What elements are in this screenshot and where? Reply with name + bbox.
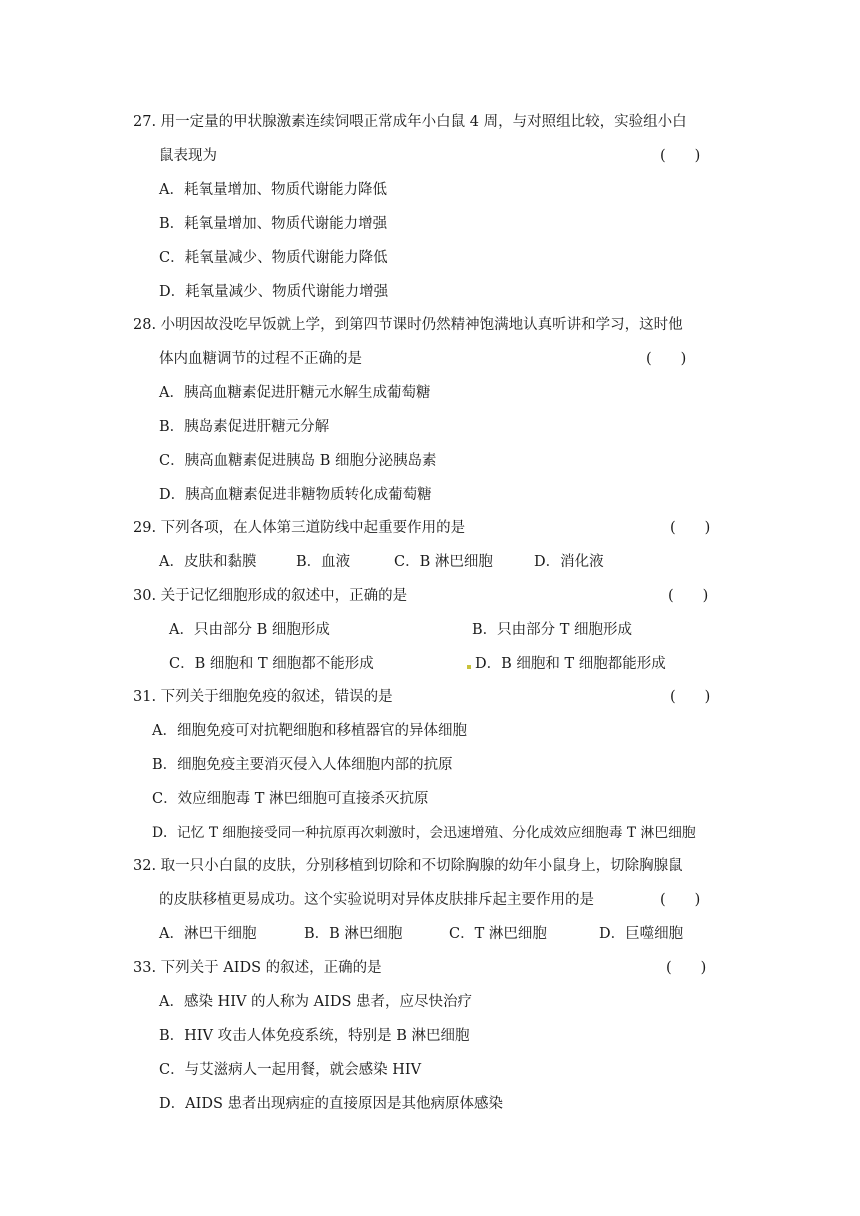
q33-option-a: A．感染 HIV 的人称为 AIDS 患者，应尽快治疗 [159, 994, 473, 1010]
q33-answer-bracket: ( ) [666, 960, 707, 976]
q32-option-a: A．淋巴干细胞 [159, 926, 257, 942]
highlight-dot [467, 665, 471, 669]
q31-option-c: C．效应细胞毒 T 淋巴细胞可直接杀灭抗原 [152, 791, 429, 807]
q27-option-a: A．耗氧量增加、物质代谢能力降低 [159, 182, 387, 198]
q31-answer-bracket: ( ) [670, 689, 711, 705]
q31-option-a: A．细胞免疫可对抗靶细胞和移植器官的异体细胞 [152, 723, 467, 739]
q28-stem-line2: 体内血糖调节的过程不正确的是 [159, 351, 362, 367]
q28-option-a: A．胰高血糖素促进肝糖元水解生成葡萄糖 [159, 385, 431, 401]
q32-answer-bracket: ( ) [660, 892, 701, 908]
q33-option-c: C．与艾滋病人一起用餐，就会感染 HIV [159, 1062, 422, 1078]
q27-answer-bracket: ( ) [660, 148, 701, 164]
q29-option-a: A．皮肤和黏膜 [159, 554, 257, 570]
q31-option-d: D．记忆 T 细胞接受同一种抗原再次刺激时，会迅速增殖、分化成效应细胞毒 T 淋巴细胞 [152, 825, 696, 841]
q30-option-b: B．只由部分 T 细胞形成 [472, 622, 633, 638]
q33-option-d: D．AIDS 患者出现病症的直接原因是其他病原体感染 [159, 1096, 503, 1112]
q30-stem: 30. 关于记忆细胞形成的叙述中，正确的是 [133, 588, 408, 604]
q29-option-d: D．消化液 [534, 554, 604, 570]
q31-stem: 31. 下列关于细胞免疫的叙述，错误的是 [133, 689, 393, 705]
q28-answer-bracket: ( ) [646, 351, 687, 367]
q27-stem-line2: 鼠表现为 [159, 148, 217, 164]
q28-option-c: C．胰高血糖素促进胰岛 B 细胞分泌胰岛素 [159, 453, 437, 469]
q32-stem-line2: 的皮肤移植更易成功。这个实验说明对异体皮肤排斥起主要作用的是 [159, 892, 594, 908]
q33-stem: 33. 下列关于 AIDS 的叙述，正确的是 [133, 960, 382, 976]
q28-stem-line1: 28. 小明因故没吃早饭就上学，到第四节课时仍然精神饱满地认真听讲和学习，这时他 [133, 317, 683, 333]
q32-option-b: B．B 淋巴细胞 [304, 926, 403, 942]
q28-option-b: B．胰岛素促进肝糖元分解 [159, 419, 330, 435]
q30-answer-bracket: ( ) [668, 588, 709, 604]
q31-option-b: B．细胞免疫主要消灭侵入人体细胞内部的抗原 [152, 757, 453, 773]
q30-option-a: A．只由部分 B 细胞形成 [169, 622, 330, 638]
q30-option-d: D．B 细胞和 T 细胞都能形成 [475, 656, 666, 672]
q29-answer-bracket: ( ) [670, 520, 711, 536]
q29-stem: 29. 下列各项，在人体第三道防线中起重要作用的是 [133, 520, 466, 536]
q27-stem-line1: 27. 用一定量的甲状腺激素连续饲喂正常成年小白鼠 4 周，与对照组比较，实验组小白 [133, 114, 687, 130]
q30-option-c: C．B 细胞和 T 细胞都不能形成 [169, 656, 374, 672]
q29-option-b: B．血液 [296, 554, 351, 570]
q29-option-c: C．B 淋巴细胞 [394, 554, 493, 570]
q27-option-c: C．耗氧量减少、物质代谢能力降低 [159, 250, 388, 266]
q28-option-d: D．胰高血糖素促进非糖物质转化成葡萄糖 [159, 487, 432, 503]
q33-option-b: B．HIV 攻击人体免疫系统，特别是 B 淋巴细胞 [159, 1028, 470, 1044]
q27-option-d: D．耗氧量减少、物质代谢能力增强 [159, 284, 389, 300]
q32-stem-line1: 32. 取一只小白鼠的皮肤，分别移植到切除和不切除胸腺的幼年小鼠身上，切除胸腺鼠 [133, 858, 683, 874]
q27-option-b: B．耗氧量增加、物质代谢能力增强 [159, 216, 388, 232]
q32-option-d: D．巨噬细胞 [599, 926, 684, 942]
q32-option-c: C．T 淋巴细胞 [449, 926, 547, 942]
